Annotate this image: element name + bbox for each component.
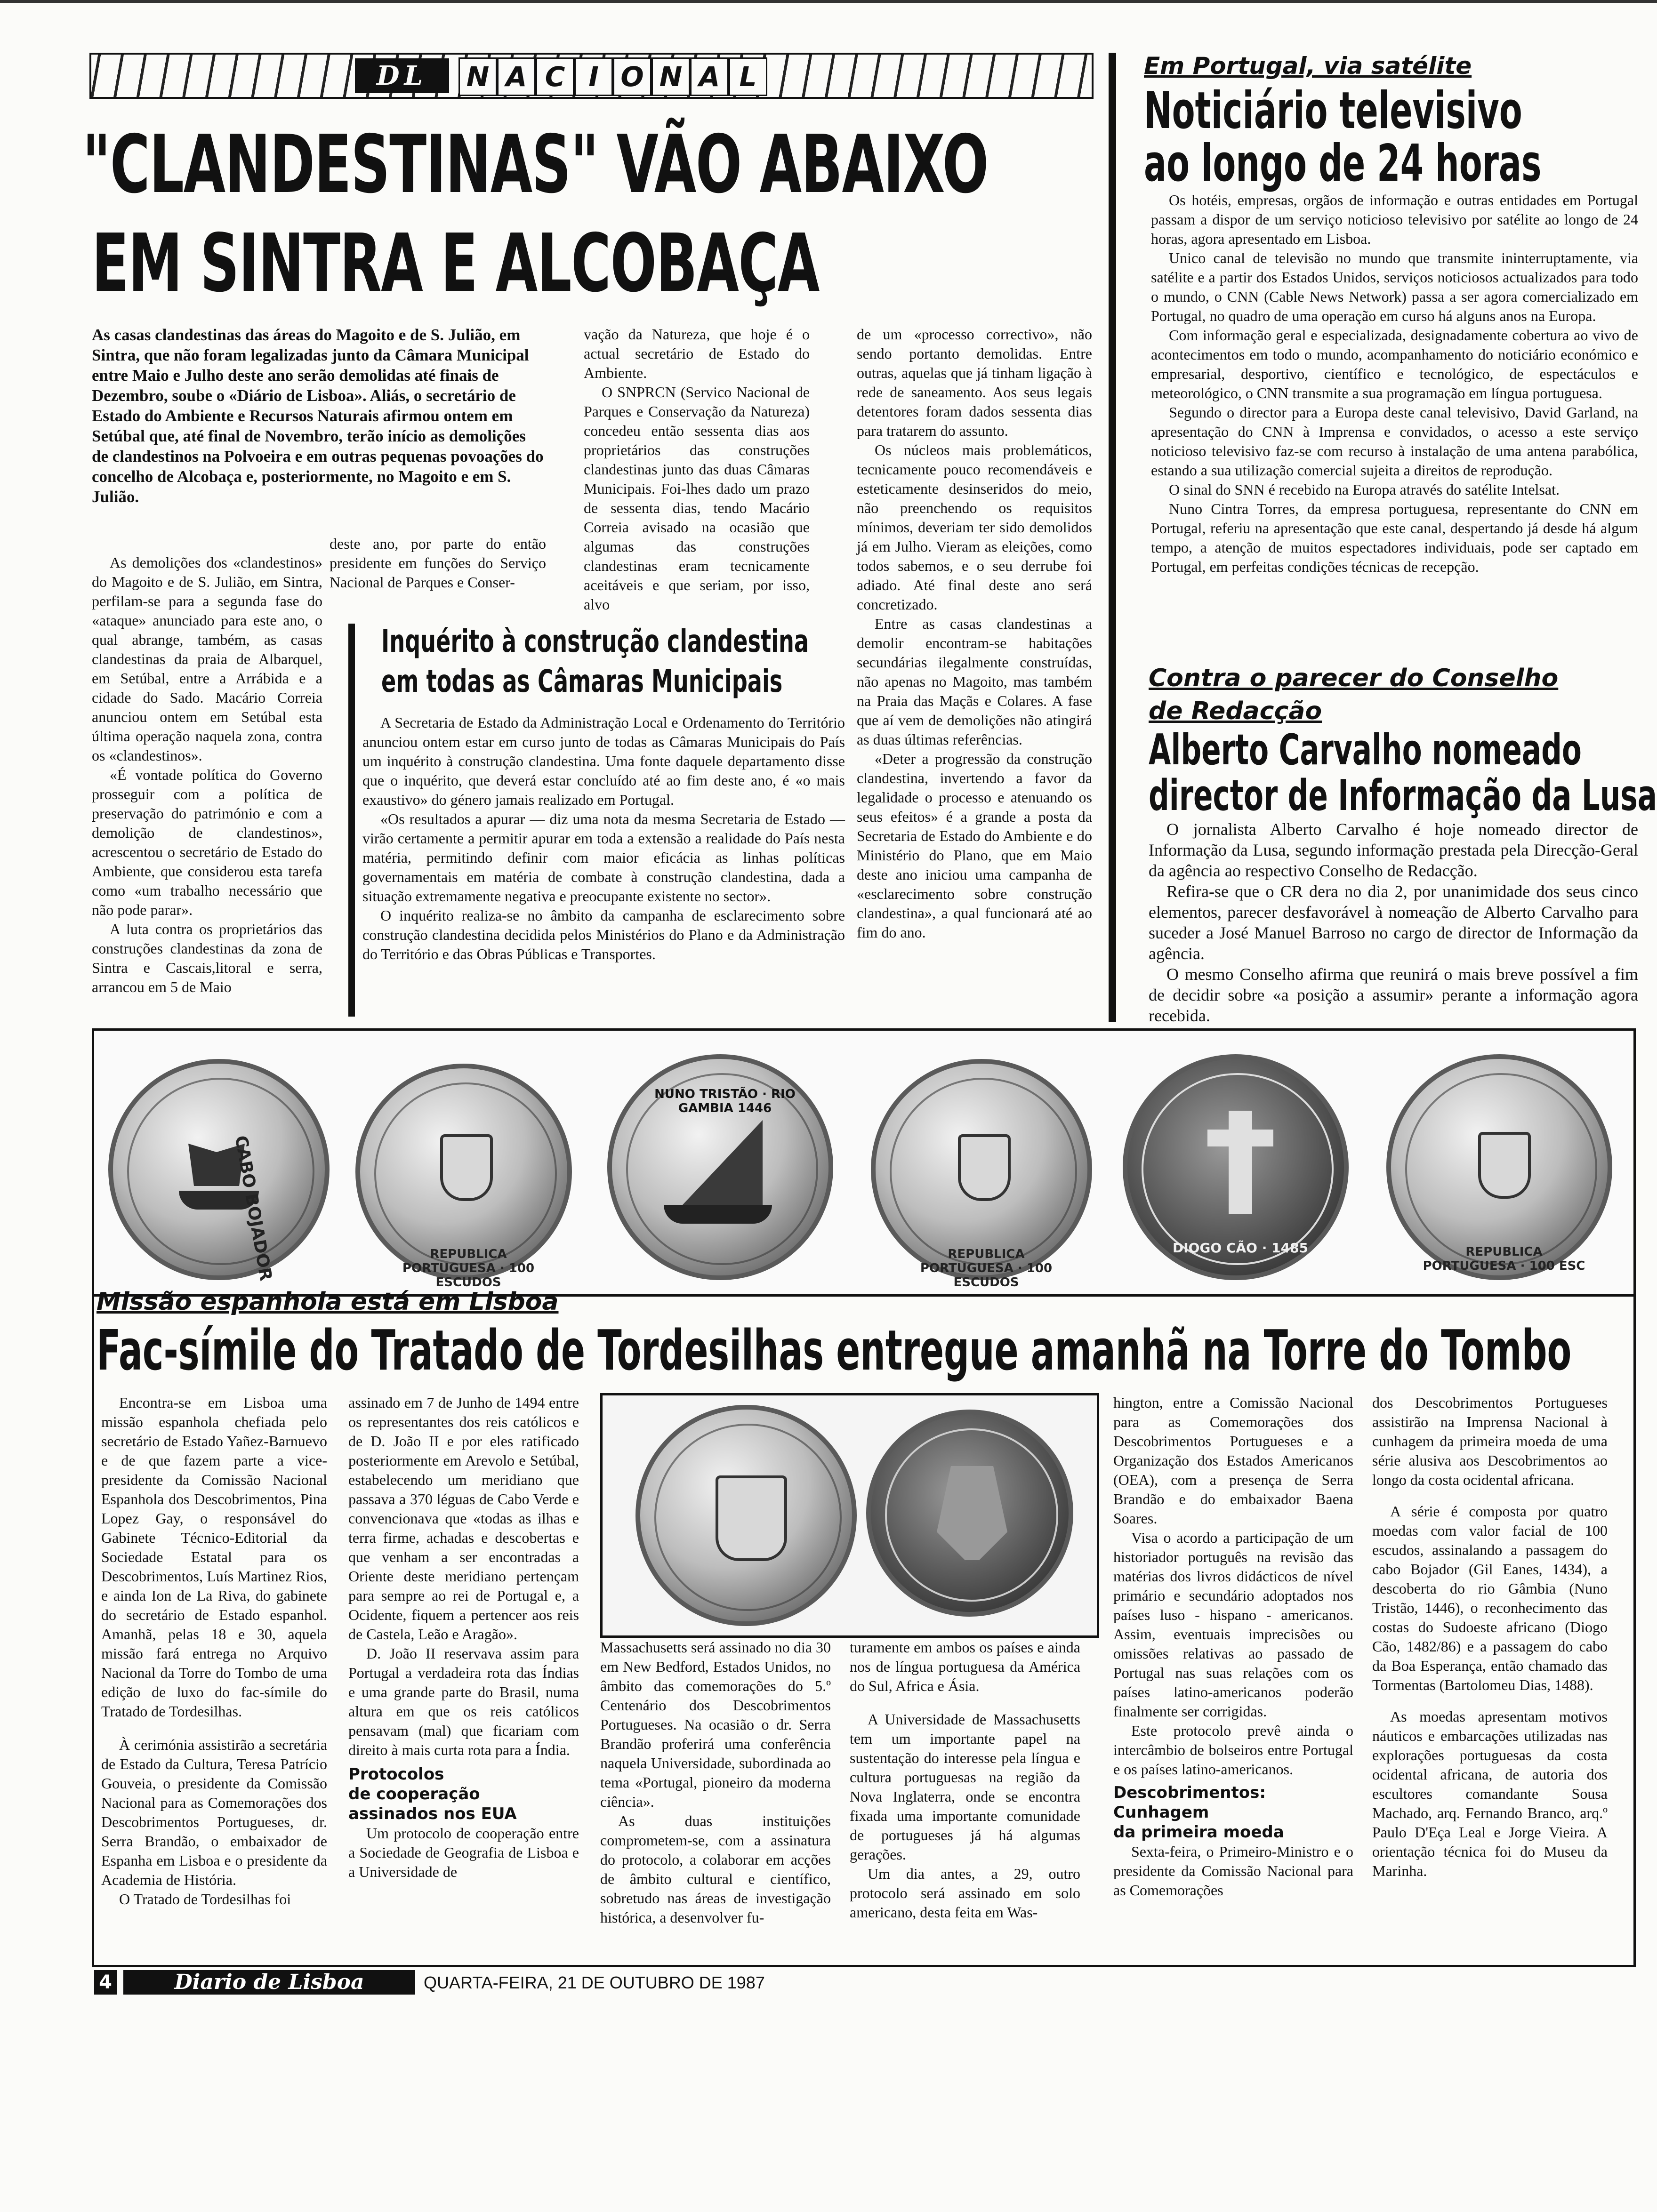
republica-coin-front [635, 1405, 857, 1626]
main-col1 [92, 553, 322, 997]
paragraph: Os hotéis, empresas, orgãos de informação e outras entidades em Portugal passam a dispor de um serviço noticioso televisivo por satélite ao longo de 24 horas, agora apresentado em Lisboa. [1151, 192, 1638, 247]
right2-body [1149, 819, 1638, 1026]
coins-photo-frame [92, 1028, 1636, 1297]
paragraph: Com informação geral e especializada, designadamente cobertura ao vivo de acontecimentos em todo o mundo, acompanhamento do noticiário económico e empresarial, desportivo, científico e tecnológico, de espectáculos e meteorológico, o CNN transmite a sua programação em língua portuguesa. [1151, 327, 1638, 401]
paragraph: O inquérito realiza-se no âmbito da campanha de esclarecimento sobre construção clandestina decidida pelos Ministérios do Plano e da Administração do Território e das Obras Públicas e Transportes. [362, 907, 845, 962]
cabo-esperanca-coin-back [866, 1410, 1073, 1617]
paragraph: Sexta-feira, o Primeiro-Ministro e o presidente da Comissão Nacional para as Comemorações [1113, 1843, 1353, 1899]
main-headline-line1: "CLANDESTINAS" VÃO ABAIXO [82, 118, 988, 211]
coin-inscription: DIOGO CÃO · 1485 [1172, 1240, 1309, 1256]
main-col3-top [584, 325, 810, 614]
paragraph: A Universidade de Massachusetts tem um importante papel na sustentação do interesse pela língua e cultura portuguesas na região da Nova Inglaterra, onde se encontra fixada uma importante comunidade de portugueses já há algumas gerações. [850, 1711, 1080, 1863]
bottom-col2 [348, 1393, 579, 1882]
paragraph: À cerimónia assistirão a secretária de Estado da Cultura, Teresa Patrício Gouveia, o presidente da Comissão Nacional para as Comemorações dos Descobrimentos Portugueses, dr. Serra Brandão, o embaixador de Espanha em Lisboa e o presidente da Academia de História. [101, 1736, 327, 1888]
col5-subhead-line2: Cunhagem [1113, 1803, 1209, 1822]
right-column-bar [1109, 53, 1116, 1022]
box-headline-line2: em todas as Câmaras Municipais [381, 663, 783, 699]
paragraph: O Tratado de Tordesilhas foi [119, 1891, 291, 1907]
caravel-coin [108, 1059, 330, 1280]
diogo-cao-coin [1123, 1054, 1349, 1280]
paragraph: Os núcleos mais problemáticos, tecnicamente pouco recomendáveis e esteticamente desinseridos do meio, não preenchendo os requisitos mínimos, deveriam ter sido demolidos já em Julho. Vieram as eleições, como todos sabemos, e o seu derrube foi adiado. Até final deste ano será concretizado. [857, 441, 1092, 613]
paper-name: Diario de Lisboa [123, 1970, 415, 1995]
section-letter: A [497, 57, 536, 96]
box-article-side-bar [348, 624, 355, 1017]
right2-kicker-line1: Contra o parecer do Conselho [1149, 664, 1559, 692]
coin-inscription: CABO BOJADOR [231, 1134, 276, 1282]
paragraph: Encontra-se em Lisboa uma missão espanhola chefiada pelo secretário de Estado Yañez-Barnuevo e de que fazem parte a vice-presidente da Comissão Nacional Espanhola dos Descobrimentos, Pina Lopez Gay, o responsável do Gabinete Técnico-Editorial da Sociedade Estatal para os Descobrimentos, Luís Martinez Rios, e ainda Ion de La Riva, do gabinete do secretário de Estado espanhol. Amanhã, pelas 18 e 30, aquela missão fará entrega no Arquivo Nacional da Torre do Tombo de uma edição de luxo do fac-símile do Tratado de Tordesilhas. [101, 1394, 327, 1720]
section-letter: I [574, 57, 613, 96]
bottom-col1 [101, 1393, 327, 1909]
section-logo: DL [355, 58, 449, 93]
paragraph: «Deter a progressão da construção clandestina, invertendo a favor da legalidade o processo e atenuando os seus efeitos» é a grande a posta da Secretaria de Estado do Ambiente e do Ministério do Plano, que em Maio deste ano iniciou uma campanha de «esclarecimento sobre construção clandestina», a qual funcionará até ao fim do ano. [857, 750, 1092, 941]
republica-coin-2 [871, 1059, 1092, 1290]
right1-headline-line2: ao longo de 24 horas [1144, 134, 1542, 193]
right1-kicker: Em Portugal, via satélite [1144, 52, 1472, 80]
box-article-body [362, 713, 845, 964]
main-lead: As casas clandestinas das áreas do Magoito e de S. Julião, em Sintra, que não foram legalizadas junto da Câmara Municipal entre Maio e Julho deste ano serão demolidas até finais de Dezembro, soube o «Diário de Lisboa». Aliás, o secretário de Estado do Ambiente e Recursos Naturais afirmou ontem em Setúbal que, até final de Novembro, terão início as demolições de clandestinos na Polvoeira e em outras pequenas povoações do concelho de Alcobaça e, posteriormente, no Magoito e em S. Julião. [92, 326, 544, 506]
padrao-cross-icon [1229, 1111, 1252, 1214]
republica-coin-3 [1386, 1054, 1612, 1280]
paragraph: As duas instituições comprometem-se, com a assinatura do protocolo, a colaborar em acções de âmbito cultural e científico, sobretudo nas áreas de investigação histórica, a desenvolver fu- [600, 1812, 831, 1926]
col2-subhead-line3: assinados nos EUA [348, 1804, 517, 1823]
page-number: 4 [94, 1970, 117, 1995]
paragraph: O SNPRCN (Servico Nacional de Parques e Conservação da Natureza) concedeu então sessenta dias aos proprietários das construções clandestinas junto das duas Câmaras Municipais. Foi-lhes dado um prazo de sessenta dias, tendo Macário Correia avisado na ocasião que algumas das construções clandestinas eram tecnicamente aceitáveis e que seriam, por isso, alvo [584, 384, 810, 613]
paragraph: Segundo o director para a Europa deste canal televisivo, David Garland, na apresentação do CNN à Imprensa e convidados, o acesso a este serviço noticioso televisivo faz-se com recurso à instalação de uma antena parabólica, estando a sua utilização comercial sujeita a direitos de reprodução. [1151, 404, 1638, 479]
coin-inscription: REPUBLICA PORTUGUESA · 100 ESCUDOS [920, 1247, 1053, 1290]
section-letter: L [729, 57, 767, 96]
paragraph: Este protocolo prevê ainda o intercâmbio de bolseiros entre Portugal e os países latino-americanos. [1113, 1722, 1353, 1778]
paragraph: assinado em 7 de Junho de 1494 entre os representantes dos reis católicos e de D. João II e por eles ratificado posteriormente em Arevolo e Setúbal, estabelecendo um meridiano que passava a 370 léguas de Cabo Verde e convencionava que «todas as ilhas e terra firme, achadas e descobertas e que venham a ser encontradas a Oriente deste meridiano pertençam para sempre ao rei de Portugal e, a Ocidente, fiquem a pertencer aos reis de Castela, Leão e Aragão». [348, 1394, 579, 1643]
paragraph: deste ano, por parte do então presidente em funções do Serviço Nacional de Parques e Conser- [330, 535, 546, 591]
col2-subhead-line2: de cooperação [348, 1785, 480, 1803]
coin-inscription: REPUBLICA PORTUGUESA · 100 ESC [1423, 1245, 1585, 1273]
section-letter: O [613, 57, 652, 96]
nuno-tristao-coin [607, 1054, 833, 1280]
bottom-col4 [850, 1638, 1080, 1922]
main-col2-top [330, 534, 546, 592]
paragraph: Entre as casas clandestinas a demolir encontram-se habitações secundárias ilegalmente construídas, não apenas no Magoito, mas também na Praia das Maçãs e Colares. A fase que aí vem de demolições não atingirá as duas últimas referências. [857, 615, 1092, 748]
sailboat-icon [664, 1115, 772, 1228]
paragraph: Massachusetts será assinado no dia 30 em New Bedford, Estados Unidos, no âmbito das comemorações do 5.º Centenário dos Descobrimentos Portugueses. Na ocasião o dr. Serra Brandão proferirá uma conferência naquela Universidade, subordinada ao tema «Portugal, pioneiro da moderna ciência». [600, 1639, 831, 1810]
republica-coin-1 [355, 1064, 572, 1290]
paragraph: Refira-se que o CR dera no dia 2, por unanimidade dos seus cinco elementos, parecer desfavorável à nomeação de Alberto Carvalho para suceder a José Manuel Barroso no cargo de director de Informação da agência. [1149, 882, 1638, 963]
paragraph: O sinal do SNN é recebido na Europa através do satélite Intelsat. [1169, 481, 1560, 498]
bottom-headline: Fac-símile do Tratado de Tordesilhas entregue amanhã na Torre do Tombo [97, 1318, 1572, 1383]
bottom-col6 [1372, 1393, 1608, 1881]
paragraph: vação da Natureza, que hoje é o actual secretário de Estado do Ambiente. [584, 326, 810, 381]
section-letter: A [690, 57, 729, 96]
paragraph: «É vontade política do Governo prosseguir com a política de preservação do património e com a demolição de clandestinos», acrescentou o secretário de Estado do Ambiente, que considerou esta tarefa como «um trabalho necessário que não pode parar». [92, 766, 322, 918]
footer-date: QUARTA-FEIRA, 21 DE OUTUBRO DE 1987 [424, 1973, 765, 1992]
main-headline-line2: EM SINTRA E ALCOBAÇA [92, 217, 819, 310]
section-letters [458, 57, 767, 94]
paragraph: O mesmo Conselho afirma que reunirá o mais breve possível a fim de decidir sobre «a posição a assumir» perante a informação agora recebida. [1149, 965, 1638, 1025]
paragraph: As demolições dos «clandestinos» do Magoito e de S. Julião, em Sintra, perfilam-se para a segunda fase do «ataque» anunciado para este ano, o qual abrange, também, as casas clandestinas da praia de Albarquel, em Setúbal, entre a Arrábida e a cidade do Sado. Macário Correia anunciou ontem em Setúbal esta última operação naquela zona, contra os «clandestinos». [92, 554, 322, 764]
bottom-col5 [1113, 1393, 1353, 1900]
paragraph: turamente em ambos os países e ainda nos de língua portuguesa da América do Sul, Africa e Ásia. [850, 1639, 1080, 1694]
shield-icon [716, 1475, 787, 1561]
paragraph: «Os resultados a apurar — diz uma nota da mesma Secretaria de Estado — virão certamente a permitir apurar em toda a extensão a realidade do País nesta matéria, permitindo definir com maior eficácia as linhas políticas governamentais em matéria de combate à construção clandestina, dada a situação extremamente negativa e preocupante existente no sector». [362, 810, 845, 905]
paragraph: hington, entre a Comissão Nacional para as Comemorações dos Descobrimentos Portugueses e a Organização dos Estados Americanos (OEA), com a presença de Serra Brandão e do embaixador Baena Soares. [1113, 1394, 1353, 1527]
col5-subhead-line1: Descobrimentos: [1113, 1783, 1266, 1802]
coin-inscription: REPUBLICA PORTUGUESA · 100 ESCUDOS [402, 1247, 535, 1290]
paragraph: de um «processo correctivo», não sendo portanto demolidas. Entre outras, aquelas que já tinham ligação à rede de saneamento. Aos seus legais detentores foram dados sessenta dias para tratarem do assunto. [857, 326, 1092, 439]
shield-icon [1478, 1132, 1531, 1199]
col5-subhead-line3: da primeira moeda [1113, 1823, 1284, 1842]
paragraph: Unico canal de televisão no mundo que transmite ininterruptamente, via satélite e a partir dos Estados Unidos, serviços noticiosos actualizados para todo o mundo, o CNN (Cable News Network) passa a ser agora comercializado em Portugal, no quadro de uma operação em curso há alguns anos na Europa. [1151, 249, 1638, 324]
coin-inscription: NUNO TRISTÃO · RIO GAMBIA 1446 [654, 1087, 796, 1115]
section-letter: N [652, 57, 690, 96]
right1-headline-line1: Noticiário televisivo [1144, 81, 1522, 140]
paragraph: O jornalista Alberto Carvalho é hoje nomeado director de Informação da Lusa, segundo informação prestada pela Direcção-Geral da agência ao respectivo Conselho de Redacção. [1149, 820, 1638, 880]
paragraph: Visa o acordo a participação de um historiador português na revisão das matérias dos livros didácticos de nível primário e secundário adoptados nos países luso - hispano - americanos. Assim, eventuais imprecisões ou omissões relativas ao passado de Portugal nas suas relações com os países latino-americanos poderão finalmente ser corrigidas. [1113, 1529, 1353, 1720]
paragraph: dos Descobrimentos Portugueses assistirão na Imprensa Nacional à cunhagem da primeira moeda de uma série alusiva aos Descobrimentos ao longo da costa ocidental africana. [1372, 1394, 1608, 1488]
paragraph: Um dia antes, a 29, outro protocolo será assinado em solo americano, desta feita em Was- [850, 1865, 1080, 1921]
paragraph: Um protocolo de cooperação entre a Sociedade de Geografia de Lisboa e a Universidade de [348, 1825, 579, 1880]
paragraph: Nuno Cintra Torres, da empresa portuguesa, representante do CNN em Portugal, referiu na apresentação que este canal, despertando já desde há algum tempo, a atenção de muitos espectadores individuais, pode ser captado em Portugal, em perfeitas condições técnicas de recepção. [1151, 500, 1638, 575]
paragraph: A luta contra os proprietários das construções clandestinas da zona de Sintra e Cascais,litoral e serra, arrancou em 5 de Maio [92, 921, 322, 995]
col2-subhead-line1: Protocolos [348, 1765, 444, 1784]
right2-kicker-line2: de Redacção [1149, 697, 1322, 725]
top-edge-rule [0, 0, 1657, 3]
section-masthead [89, 53, 1094, 99]
paragraph: D. João II reservava assim para Portugal a verdadeira rota das Índias e uma grande parte do Brasil, numa altura em que os reis católicos pensavam (mal) que ficariam com direito à mais curta rota para a Índia. [348, 1645, 579, 1758]
paragraph: A Secretaria de Estado da Administração Local e Ordenamento do Território anunciou ontem estar em curso junto de todas as Câmaras Municipais do País um inquérito à construção clandestina. Uma fonte daquele departamento disse que o inquérito, que deverá estar concluído até ao fim deste ano, é «o mais exaustivo» do género jamais realizado em Portugal. [362, 714, 845, 808]
right2-headline-line2: director de Informação da Lusa [1149, 771, 1657, 820]
paragraph: A série é composta por quatro moedas com valor facial de 100 escudos, assinalando a passagem do cabo Bojador (Gil Eanes, 1434), a descoberta do rio Gâmbia (Nuno Tristão, 1446), o reconhecimento das costas do Sudoeste africano (Diogo Cão, 1482/86) e a passagem do cabo da Boa Esperança, então chamado das Tormentas (Bartolomeu Dias, 1488). [1372, 1503, 1608, 1693]
section-letter: C [536, 57, 574, 96]
padrao-cross-bar [1207, 1130, 1273, 1146]
right2-headline-line1: Alberto Carvalho nomeado [1149, 725, 1582, 775]
box-headline-line1: Inquérito à construção clandestina [381, 623, 809, 659]
bottom-kicker: Missão espanhola está em Lisboa [97, 1288, 559, 1316]
right1-body [1151, 191, 1638, 577]
shield-icon [958, 1134, 1011, 1201]
bottom-coins-photo [600, 1393, 1099, 1638]
shield-icon [440, 1134, 493, 1201]
main-col4 [857, 325, 1092, 942]
bottom-col3 [600, 1638, 831, 1927]
paragraph: As moedas apresentam motivos náuticos e embarcações utilizadas nas explorações portuguesas da costa ocidental africana, de autoria dos escultores comandante Sousa Machado, arq. Fernando Branco, arq.º Paulo D'Eça Leal e Jorge Vieira. A orientação técnica foi do Museu da Marinha. [1372, 1708, 1608, 1879]
section-letter: N [458, 57, 497, 96]
